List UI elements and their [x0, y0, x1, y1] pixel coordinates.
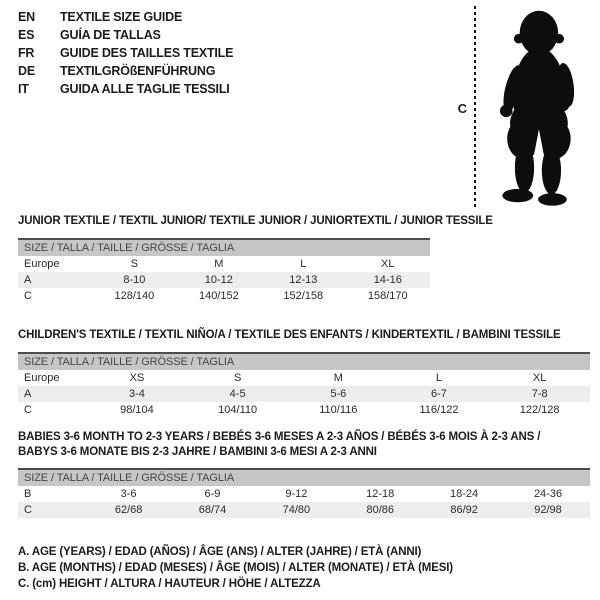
- row-label: A: [18, 272, 92, 288]
- cell: 9-12: [285, 488, 308, 500]
- lang-title-en: TEXTILE SIZE GUIDE: [60, 10, 183, 24]
- table-row: [18, 288, 430, 304]
- table-row: [18, 486, 590, 502]
- row-label: Europe: [24, 258, 60, 270]
- lang-code-it: IT: [18, 82, 29, 96]
- row-label: B: [24, 488, 32, 500]
- cell: L: [435, 372, 443, 384]
- cell: XS: [129, 372, 145, 384]
- height-dashed-line: [474, 6, 476, 210]
- table-row: [18, 402, 590, 418]
- row-label: A: [18, 386, 87, 402]
- cell: 6-7: [389, 386, 490, 402]
- cell: 24-36: [533, 488, 563, 500]
- legend-line-b: B. AGE (MONTHS) / EDAD (MESES) / ÂGE (MOIS) / ALTER (MONATE) / ETÀ (MESI): [18, 562, 453, 574]
- junior-section-title: JUNIOR TEXTILE / TEXTIL JUNIOR/ TEXTILE JUNIOR / JUNIORTEXTIL / JUNIOR TESSILE: [18, 215, 493, 227]
- cell: 4-5: [187, 386, 288, 402]
- cell: 3-6: [120, 488, 137, 500]
- cell: 122/128: [519, 404, 560, 416]
- lang-title-es: GUÍA DE TALLAS: [60, 28, 161, 42]
- cell: 116/122: [419, 404, 459, 416]
- cell: 74/80: [254, 502, 338, 518]
- lang-title-de: TEXTILGRÖßENFÜHRUNG: [60, 64, 216, 78]
- cell: M: [214, 258, 224, 270]
- cell: 8-10: [92, 272, 176, 288]
- legend-line-a: A. AGE (YEARS) / EDAD (AÑOS) / ÂGE (ANS) / ALTER (JAHRE) / ETÀ (ANNI): [18, 546, 422, 558]
- lang-code-fr: FR: [18, 46, 35, 60]
- row-label: C: [24, 290, 32, 302]
- lang-title-fr: GUIDE DES TAILLES TEXTILE: [60, 46, 234, 60]
- size-header-bar: SIZE / TALLA / TAILLE / GRÖSSE / TAGLIA: [18, 353, 590, 370]
- table-row: [18, 370, 590, 386]
- babies-title-line-1: BABIES 3-6 MONTH TO 2-3 YEARS / BEBÉS 3-6 MESES A 2-3 AÑOS / BÉBÉS 3-6 MOIS À 2-3 ANS /: [18, 431, 541, 443]
- babies-section-title: [18, 430, 588, 460]
- cell: M: [333, 372, 343, 384]
- language-header: [18, 8, 448, 98]
- lang-title-it: GUIDA ALLE TAGLIE TESSILI: [60, 82, 230, 96]
- measure-legend: [18, 544, 588, 592]
- table-row: [18, 502, 590, 518]
- cell: 7-8: [489, 386, 590, 402]
- cell: 62/68: [87, 502, 171, 518]
- cell: 14-16: [346, 272, 430, 288]
- cell: 140/152: [198, 290, 239, 302]
- children-size-table: [18, 352, 590, 418]
- junior-size-table: [18, 238, 430, 304]
- cell: 5-6: [288, 386, 389, 402]
- cell: 80/86: [338, 502, 422, 518]
- height-measure-label: C: [457, 100, 467, 116]
- row-label: C: [24, 404, 32, 416]
- cell: 18-24: [450, 488, 479, 500]
- cell: XL: [532, 372, 547, 384]
- baby-silhouette-icon: [484, 6, 590, 210]
- table-row: [18, 272, 430, 288]
- cell: 12-18: [366, 488, 395, 500]
- cell: S: [233, 372, 242, 384]
- cell: 110/116: [319, 404, 358, 416]
- cell: 12-13: [261, 272, 345, 288]
- cell: 10-12: [177, 272, 261, 288]
- size-header-bar: SIZE / TALLA / TAILLE / GRÖSSE / TAGLIA: [18, 469, 590, 486]
- legend-line-c: C. (cm) HEIGHT / ALTURA / HAUTEUR / HÖHE / ALTEZZA: [18, 578, 321, 590]
- lang-code-es: ES: [18, 28, 35, 42]
- baby-measure-figure: [458, 6, 590, 210]
- children-section-title: CHILDREN'S TEXTILE / TEXTIL NIÑO/A / TEXTILE DES ENFANTS / KINDERTEXTIL / BAMBINI TESSILE: [18, 329, 561, 341]
- lang-code-en: EN: [18, 10, 35, 24]
- cell: 6-9: [204, 488, 221, 500]
- table-row: [18, 386, 590, 402]
- cell: 158/170: [367, 290, 408, 302]
- row-label: Europe: [24, 372, 60, 384]
- row-label: C: [18, 502, 87, 518]
- cell: 3-4: [87, 386, 188, 402]
- cell: S: [130, 258, 139, 270]
- cell: XL: [381, 258, 395, 270]
- cell: 68/74: [171, 502, 255, 518]
- cell: 98/104: [120, 404, 154, 416]
- cell: 92/98: [506, 502, 590, 518]
- cell: 86/92: [422, 502, 506, 518]
- cell: 128/140: [114, 290, 155, 302]
- babies-size-table: [18, 468, 590, 518]
- size-header-bar: SIZE / TALLA / TAILLE / GRÖSSE / TAGLIA: [18, 239, 430, 256]
- cell: 104/110: [218, 404, 258, 416]
- cell: L: [300, 258, 307, 270]
- babies-title-line-2: BABYS 3-6 MONATE BIS 2-3 JAHRE / BAMBINI 3-6 MESI A 2-3 ANNI: [18, 446, 377, 458]
- cell: 152/158: [283, 290, 324, 302]
- table-row: [18, 256, 430, 272]
- lang-code-de: DE: [18, 64, 35, 78]
